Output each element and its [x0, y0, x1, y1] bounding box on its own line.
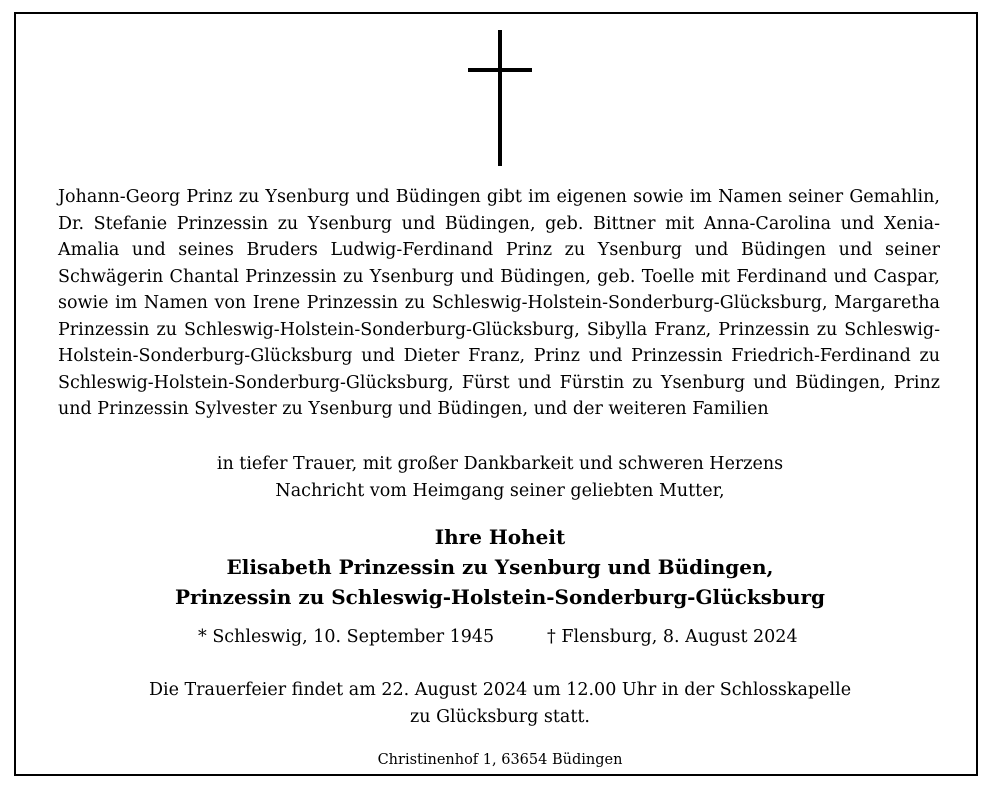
announcement-text: Johann-Georg Prinz zu Ysenburg und Büdingen gibt im eigenen sowie im Namen seiner Gemahlin, Dr. Stefanie Prinzessin zu Ysenburg und Büdingen, geb. Bittner mit Anna-Carolina und Xenia-Amalia und seines Bruders Ludwig-Ferdinand Prinz zu Ysenburg und Büdingen und seiner Schwägerin Chantal Prinzessin zu Ysenburg und Büdingen, geb. Toelle mit Ferdinand und Caspar, sowie im Namen von Irene Prinzessin zu Schleswig-Holstein-Sonderburg-Glücksburg, Margaretha Prinzessin zu Schleswig-Holstein-Sonderburg-Glücksburg, Sibylla Franz, Prinzessin zu Schleswig-Holstein-Sonderburg-Glücksburg und Dieter Franz, Prinz und Prinzessin Friedrich-Ferdinand zu Schleswig-Holstein-Sonderburg-Glücksburg, Fürst und Fürstin zu Ysenburg und Büdingen, Prinz und Prinzessin Sylvester zu Ysenburg und Büdingen, und der weiteren Familien [58, 187, 940, 419]
deceased-name-block [0, 522, 1000, 612]
intro-line: in tiefer Trauer, mit großer Dankbarkeit und schweren Herzens [216, 454, 784, 474]
deceased-name-line: Prinzessin zu Schleswig-Holstein-Sonderburg-Glücksburg [174, 585, 826, 609]
death-date: † Flensburg, 8. August 2024 [547, 627, 798, 647]
honorific: Ihre Hoheit [434, 525, 566, 549]
birth-date: * Schleswig, 10. September 1945 [198, 627, 495, 647]
funeral-info-line: Die Trauerfeier findet am 22. August 2024 um 12.00 Uhr in der Schlosskapelle [148, 680, 852, 700]
cross-vertical-bar [498, 30, 502, 166]
funeral-info-line: zu Glücksburg statt. [410, 706, 590, 727]
cross-horizontal-bar [468, 68, 532, 72]
cross-icon [0, 0, 1000, 170]
deceased-name-line: Elisabeth Prinzessin zu Ysenburg und Büdingen, [226, 555, 774, 579]
contact-address: Christinenhof 1, 63654 Büdingen [377, 752, 623, 768]
announcement-intro [0, 451, 1000, 504]
funeral-info [0, 677, 1000, 730]
intro-line: Nachricht vom Heimgang seiner geliebten Mutter, [275, 480, 725, 501]
